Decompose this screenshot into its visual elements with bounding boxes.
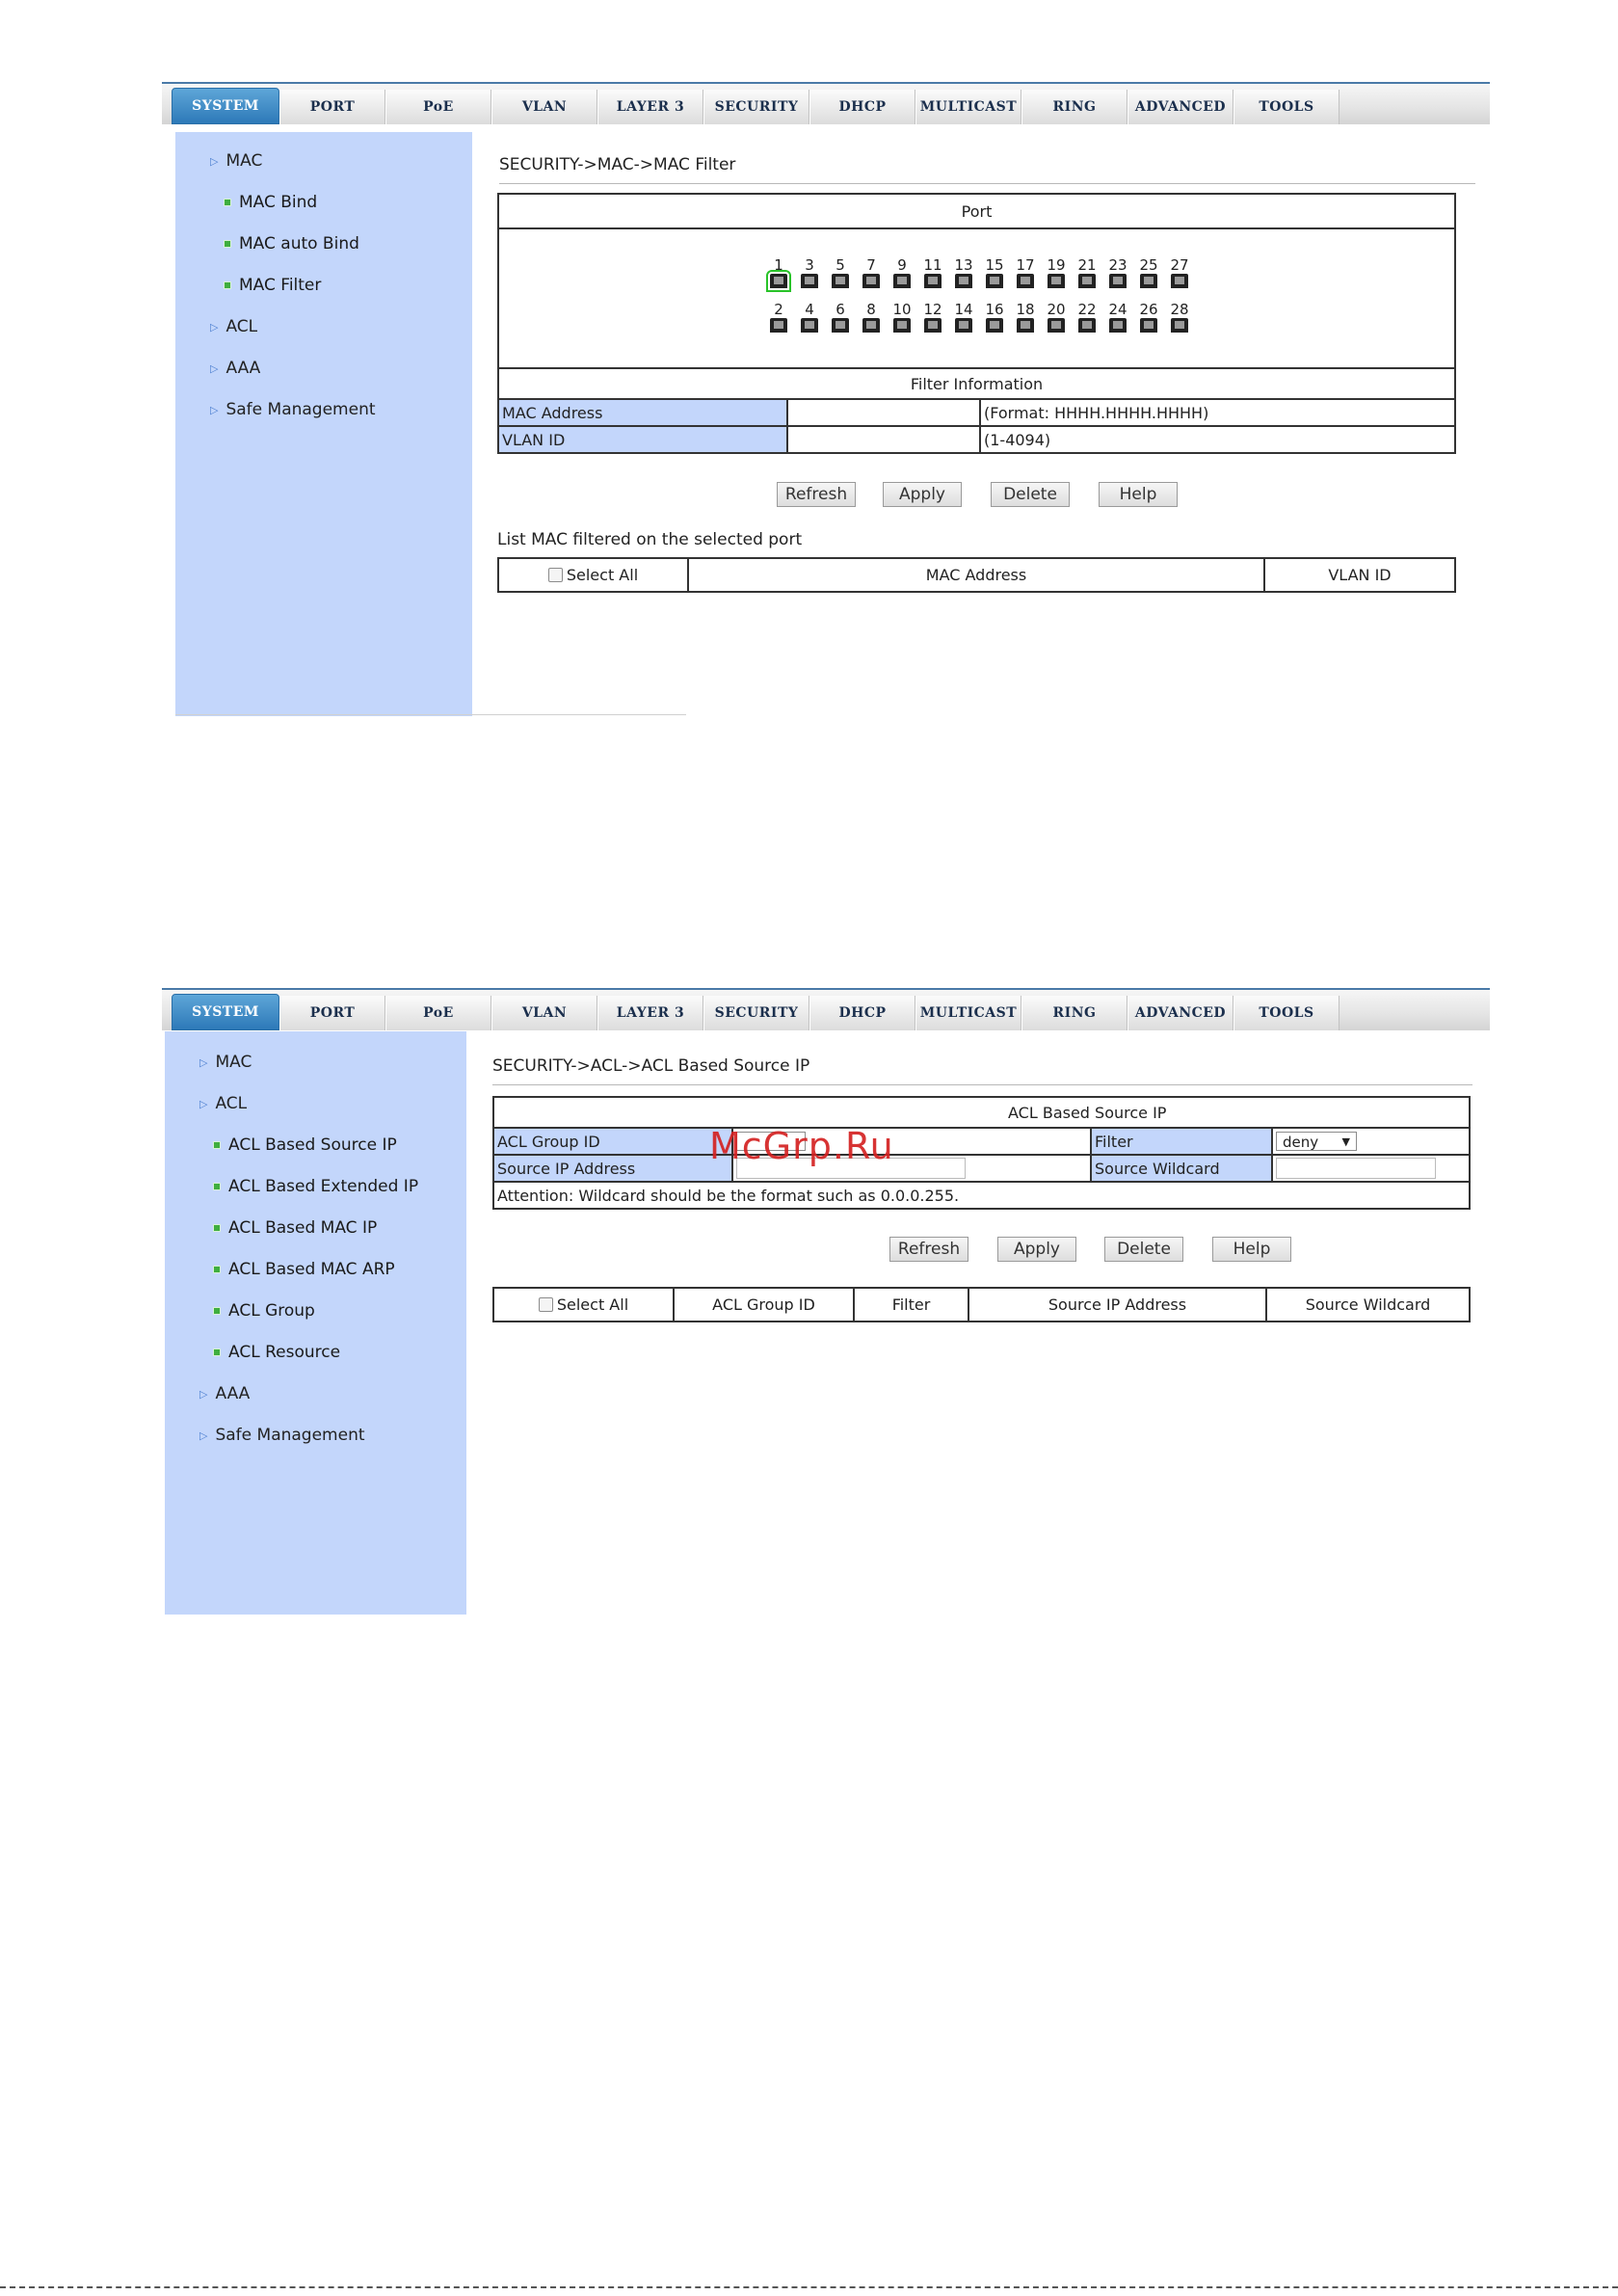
top-navigation [162,82,1490,124]
port-number: 8 [866,301,876,318]
ethernet-port-icon[interactable] [801,274,818,288]
sidebar-item-acl-group[interactable] [213,1301,315,1321]
port-number: 11 [923,256,942,274]
port-26[interactable] [1137,301,1160,333]
apply-button[interactable]: Apply [997,1237,1076,1262]
tab-bar-fill [1339,90,1490,124]
refresh-button[interactable]: Refresh [777,482,856,507]
tab-ring[interactable]: RING [1021,996,1127,1030]
help-button[interactable]: Help [1212,1237,1291,1262]
tab-advanced[interactable]: ADVANCED [1127,90,1233,124]
ethernet-port-icon[interactable] [986,274,1003,288]
ethernet-port-icon[interactable] [770,318,787,333]
ethernet-port-icon[interactable] [986,318,1003,333]
source-wildcard-field[interactable] [1276,1158,1436,1179]
ethernet-port-icon[interactable] [1017,274,1034,288]
sidebar-item-acl-based-mac-arp[interactable] [213,1260,395,1279]
ethernet-port-icon[interactable] [893,318,911,333]
select-all-cell[interactable] [493,1288,674,1322]
sidebar-item-mac[interactable] [199,1053,252,1072]
port-3[interactable] [798,256,821,288]
port-number: 2 [774,301,783,318]
port-12[interactable] [921,301,944,333]
vlan-id-input[interactable] [787,426,980,453]
port-4[interactable] [798,301,821,333]
sidebar-item-aaa[interactable] [199,1384,250,1403]
tab-layer-3[interactable]: LAYER 3 [597,90,703,124]
ethernet-port-icon[interactable] [832,274,849,288]
vlan-range-hint: (1-4094) [980,426,1455,453]
ethernet-port-icon[interactable] [1140,274,1157,288]
port-number: 18 [1016,301,1035,318]
sidebar-item-safe-management[interactable] [210,400,376,419]
mac-format-hint: (Format: HHHH.HHHH.HHHH) [980,399,1455,426]
help-button[interactable]: Help [1099,482,1178,507]
ethernet-port-icon[interactable] [1171,318,1188,333]
ethernet-port-icon[interactable] [1048,318,1065,333]
sidebar-item-label: ACL Based MAC ARP [228,1260,395,1279]
delete-button[interactable]: Delete [1104,1237,1183,1262]
title-divider [499,183,1475,184]
watermark-logo: McGrp.Ru [709,1125,894,1167]
acl-form-header [493,1097,1470,1128]
tab-system[interactable]: SYSTEM [172,994,279,1030]
ethernet-port-icon[interactable] [770,274,787,288]
tab-port[interactable]: PORT [279,996,385,1030]
port-13[interactable] [952,256,975,288]
sidebar [175,132,472,716]
mac-address-label: MAC Address [498,399,787,426]
select-all-checkbox[interactable] [548,568,563,582]
port-8[interactable] [860,301,883,333]
ethernet-port-icon[interactable] [1078,274,1096,288]
port-27[interactable] [1168,256,1191,288]
sidebar-item-mac-auto-bind[interactable] [224,234,359,254]
mac-address-input[interactable] [787,399,980,426]
bullet-icon [213,1266,221,1273]
port-number: 22 [1077,301,1097,318]
list-title: List MAC filtered on the selected port [497,530,803,549]
col-source-wildcard: Source Wildcard [1266,1288,1470,1322]
chevron-down-icon: ▼ [1341,1135,1350,1148]
port-9[interactable] [890,256,914,288]
delete-button[interactable]: Delete [991,482,1070,507]
port-number: 3 [805,256,814,274]
port-number: 13 [954,256,973,274]
port-11[interactable] [921,256,944,288]
port-number: 5 [836,256,845,274]
port-17[interactable] [1014,256,1037,288]
port-number: 26 [1139,301,1158,318]
port-23[interactable] [1106,256,1129,288]
chevron-right-icon: ▷ [199,1428,208,1442]
acl-group-id-label: ACL Group ID [493,1128,732,1155]
filter-label: Filter [1091,1128,1272,1155]
sidebar-item-label: ACL Resource [228,1343,341,1362]
top-navigation [162,988,1490,1030]
port-number: 19 [1047,256,1066,274]
ethernet-port-icon[interactable] [801,318,818,333]
sidebar-item-label: Safe Management [215,1426,365,1445]
port-7[interactable] [860,256,883,288]
port-28[interactable] [1168,301,1191,333]
port-25[interactable] [1137,256,1160,288]
ethernet-port-icon[interactable] [955,318,972,333]
bullet-icon [213,1348,221,1356]
port-number: 28 [1170,301,1189,318]
filter-select-value: deny [1283,1134,1319,1151]
sidebar-item-label: AAA [215,1384,251,1403]
sidebar-item-label: ACL Based Extended IP [228,1177,419,1196]
tab-layer-3[interactable]: LAYER 3 [597,996,703,1030]
ethernet-port-icon[interactable] [1109,318,1127,333]
tab-port[interactable]: PORT [279,90,385,124]
port-number: 20 [1047,301,1066,318]
sidebar-item-label: ACL Based MAC IP [228,1218,378,1238]
ethernet-port-icon[interactable] [1171,274,1188,288]
port-16[interactable] [983,301,1006,333]
bullet-icon [213,1224,221,1232]
filter-select-cell[interactable] [1272,1128,1470,1155]
port-number: 15 [985,256,1004,274]
sidebar-item-acl-based-source-ip[interactable] [213,1135,397,1155]
port-number: 4 [805,301,814,318]
port-grid [499,229,1454,367]
tab-tools[interactable]: TOOLS [1233,90,1339,124]
sidebar-item-label: MAC [225,151,263,171]
tab-poe[interactable]: PoE [385,996,491,1030]
ethernet-port-icon[interactable] [862,318,880,333]
ethernet-port-icon[interactable] [924,318,942,333]
port-number: 16 [985,301,1004,318]
chevron-right-icon: ▷ [210,361,219,375]
tab-advanced[interactable]: ADVANCED [1127,996,1233,1030]
tab-security[interactable]: SECURITY [703,996,809,1030]
port-number: 7 [866,256,876,274]
port-number: 24 [1108,301,1127,318]
sidebar-item-acl-resource[interactable] [213,1343,340,1362]
port-number: 14 [954,301,973,318]
col-filter: Filter [854,1288,968,1322]
page-footer-rule [0,2286,1618,2291]
port-22[interactable] [1075,301,1099,333]
chevron-right-icon: ▷ [199,1097,208,1110]
tab-dhcp[interactable]: DHCP [809,996,915,1030]
sidebar-item-mac-filter[interactable] [224,276,321,295]
tab-multicast[interactable]: MULTICAST [915,90,1021,124]
bullet-icon [213,1307,221,1315]
ethernet-port-icon[interactable] [1048,274,1065,288]
port-10[interactable] [890,301,914,333]
sidebar-item-acl[interactable] [199,1094,247,1113]
acl-form-table [492,1096,1471,1210]
port-number: 27 [1170,256,1189,274]
port-1[interactable] [767,256,790,288]
sidebar-item-label: MAC [215,1053,252,1072]
port-14[interactable] [952,301,975,333]
col-acl-group-id: ACL Group ID [674,1288,854,1322]
tab-ring[interactable]: RING [1021,90,1127,124]
source-ip-label: Source IP Address [493,1155,732,1182]
ethernet-port-icon[interactable] [1140,318,1157,333]
port-18[interactable] [1014,301,1037,333]
refresh-button[interactable]: Refresh [889,1237,968,1262]
tab-tools[interactable]: TOOLS [1233,996,1339,1030]
sidebar-item-acl-based-extended-ip[interactable] [213,1177,418,1196]
ethernet-port-icon[interactable] [893,274,911,288]
sidebar-item-label: ACL [225,317,258,336]
bottom-rule [175,714,686,715]
apply-button[interactable]: Apply [883,482,962,507]
acl-list-table [492,1287,1471,1322]
ethernet-port-icon[interactable] [1078,318,1096,333]
tab-multicast[interactable]: MULTICAST [915,996,1021,1030]
port-24[interactable] [1106,301,1129,333]
port-number: 12 [923,301,942,318]
port-number: 10 [892,301,912,318]
ethernet-port-icon[interactable] [924,274,942,288]
port-number: 6 [836,301,845,318]
chevron-right-icon: ▷ [210,154,219,168]
port-number: 21 [1077,256,1097,274]
chevron-right-icon: ▷ [210,403,219,416]
sidebar-item-label: MAC auto Bind [239,234,359,254]
bullet-icon [224,199,231,206]
tab-poe[interactable]: PoE [385,90,491,124]
filter-info-table [497,367,1456,454]
filter-info-header: Filter Information [498,368,1455,399]
select-all-checkbox[interactable] [539,1297,553,1312]
port-15[interactable] [983,256,1006,288]
port-number: 9 [897,256,907,274]
tab-vlan[interactable]: VLAN [491,996,597,1030]
bullet-icon [224,240,231,248]
attention-note: Attention: Wildcard should be the format such as 0.0.0.255. [493,1182,1470,1209]
sidebar [165,1031,466,1615]
ethernet-port-icon[interactable] [1017,318,1034,333]
port-21[interactable] [1075,256,1099,288]
filter-select[interactable] [1276,1132,1357,1151]
port-table [497,193,1456,369]
tab-system[interactable]: SYSTEM [172,88,279,124]
screen-acl-source-ip [162,988,1490,1613]
chevron-right-icon: ▷ [199,1387,208,1401]
source-wildcard-input[interactable] [1272,1155,1470,1182]
tab-security[interactable]: SECURITY [703,90,809,124]
port-number: 17 [1016,256,1035,274]
chevron-right-icon: ▷ [210,320,219,334]
tab-bar-fill [1339,996,1490,1030]
col-vlan-id: VLAN ID [1264,558,1455,592]
ethernet-port-icon[interactable] [832,318,849,333]
port-header: Port [498,194,1455,228]
sidebar-item-aaa[interactable] [210,359,260,378]
mac-list-table [497,557,1456,593]
sidebar-item-mac-bind[interactable] [224,193,317,212]
ethernet-port-icon[interactable] [1109,274,1127,288]
ethernet-port-icon[interactable] [955,274,972,288]
bullet-icon [224,281,231,289]
col-source-ip: Source IP Address [968,1288,1266,1322]
port-5[interactable] [829,256,852,288]
bullet-icon [213,1141,221,1149]
ethernet-port-icon[interactable] [862,274,880,288]
acl-form-header-text: ACL Based Source IP [1008,1103,1167,1122]
chevron-right-icon: ▷ [199,1055,208,1069]
port-19[interactable] [1045,256,1068,288]
sidebar-item-acl[interactable] [210,317,257,336]
port-number: 23 [1108,256,1127,274]
port-2[interactable] [767,301,790,333]
port-20[interactable] [1045,301,1068,333]
bullet-icon [213,1183,221,1190]
port-panel [498,228,1455,368]
sidebar-item-label: ACL Based Source IP [228,1135,397,1155]
select-all-cell[interactable] [498,558,688,592]
page-title: SECURITY->ACL->ACL Based Source IP [492,1056,810,1076]
sidebar-item-acl-based-mac-ip[interactable] [213,1218,377,1238]
sidebar-item-label: ACL Group [228,1301,315,1321]
vlan-id-label: VLAN ID [498,426,787,453]
port-number: 1 [774,256,783,274]
sidebar-item-label: ACL [215,1094,248,1113]
tab-dhcp[interactable]: DHCP [809,90,915,124]
port-number: 25 [1139,256,1158,274]
source-wildcard-label: Source Wildcard [1091,1155,1272,1182]
sidebar-item-safe-management[interactable] [199,1426,365,1445]
sidebar-item-label: Safe Management [225,400,376,419]
sidebar-item-label: AAA [225,359,261,378]
select-all-label: Select All [556,1295,629,1314]
tab-vlan[interactable]: VLAN [491,90,597,124]
sidebar-item-label: MAC Bind [239,193,318,212]
screen-mac-filter [162,82,1490,718]
select-all-label: Select All [566,566,639,584]
col-mac-address: MAC Address [688,558,1264,592]
page-title: SECURITY->MAC->MAC Filter [499,155,736,174]
sidebar-item-mac[interactable] [210,151,262,171]
sidebar-item-label: MAC Filter [239,276,322,295]
port-6[interactable] [829,301,852,333]
title-divider [492,1084,1472,1085]
